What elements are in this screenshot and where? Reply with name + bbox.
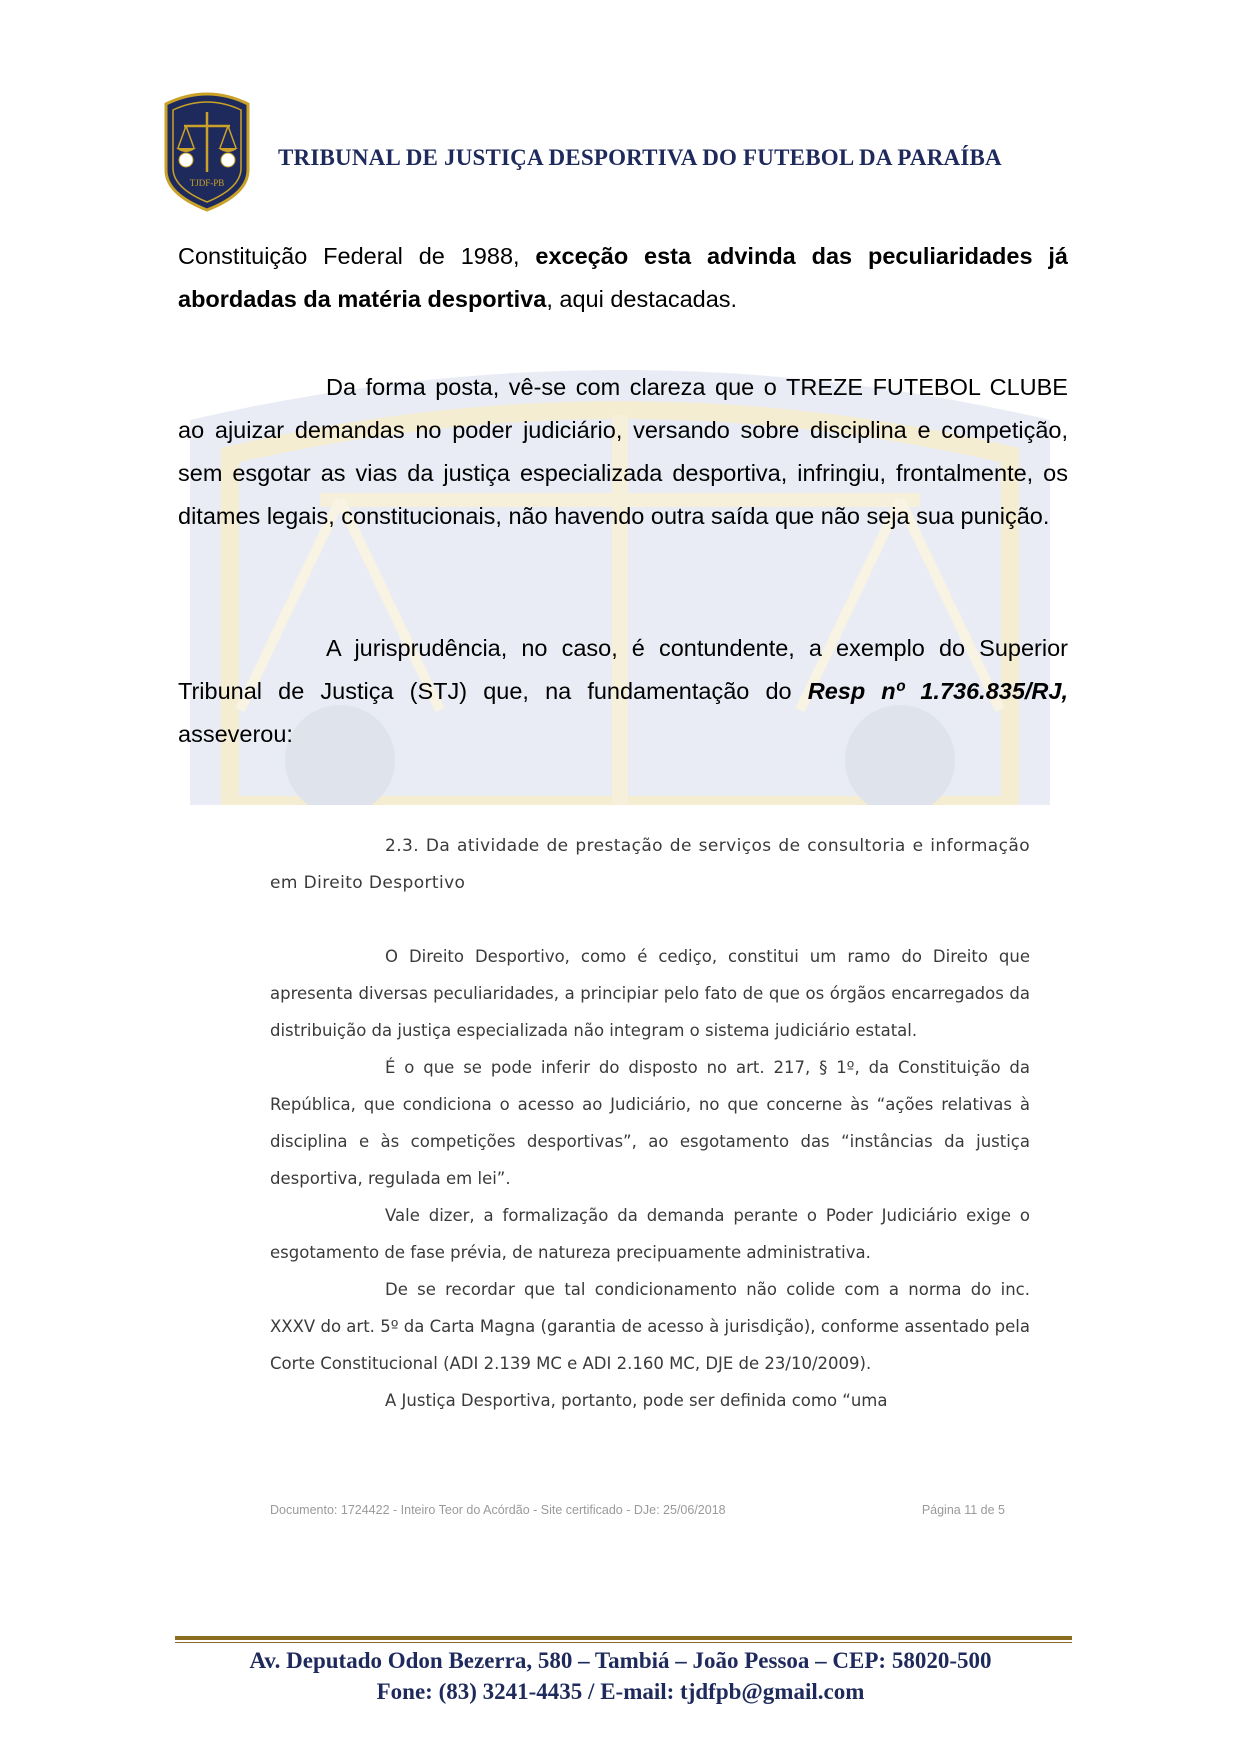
quote-paragraph: É o que se pode inferir do disposto no art. 217, § 1º, da Constituição da República, que condiciona o acesso ao Judiciário, no que concerne às “ações relativas à disciplina e às competições desportivas”, ao esgotamento das “instâncias da justiça desportiva, regulada em lei”. [270,1058,1030,1188]
case-reference: Resp nº 1.736.835/RJ, [807,678,1069,704]
paragraph-1-tail: , aqui destacadas. [546,286,738,312]
quote-paragraph: Vale dizer, a formalização da demanda perante o Poder Judiciário exige o esgotamento de fase prévia, de natureza precipuamente administrativa. [270,1206,1030,1262]
footer-rule [175,1636,1072,1640]
quote-paragraph: De se recordar que tal condicionamento não colide com a norma do inc. XXXV do art. 5º da Carta Magna (garantia de acesso à jurisdição), conforme assentado pela Corte Constitucional (ADI 2.139 MC e ADI 2.160 MC, DJE de 23/10/2009). [270,1280,1030,1373]
paragraph-2-text: Da forma posta, vê-se com clareza que o TREZE FUTEBOL CLUBE ao ajuizar demandas no poder judiciário, versando sobre disciplina e competição, sem esgotar as vias da justiça especializada desportiva, infringiu, frontalmente, os ditames legais, constitucionais, não havendo outra saída que não seja sua punição. [178,374,1068,529]
footer-contact: Fone: (83) 3241-4435 / E-mail: tjdfpb@gmail.com [376,1679,865,1704]
paragraph-1 [178,235,1068,321]
footer-rule-thin [175,1642,1072,1643]
paragraph-2 [178,366,1068,538]
tjdf-shield-icon [160,90,254,212]
paragraph-3-tail: asseverou: [178,721,293,747]
quoted-excerpt [178,808,1068,1528]
quote-paragraph: O Direito Desportivo, como é cediço, constitui um ramo do Direito que apresenta diversas peculiaridades, a principiar pelo fato de que os órgãos encarregados da distribuição da justiça especializada não integram o sistema judiciário estatal. [270,947,1030,1040]
quote-footer [270,1503,1005,1517]
quote-heading: 2.3. Da atividade de prestação de serviços de consultoria e informação em Direito Desportivo [270,836,1030,893]
footer-address: Av. Deputado Odon Bezerra, 580 – Tambiá – João Pessoa – CEP: 58020-500 [249,1648,992,1673]
logo-text: TJDF-PB [189,178,225,188]
paragraph-1-bold: exceção esta advinda das peculiaridades já abordadas da matéria desportiva [178,243,1068,312]
quote-body [270,938,1030,1419]
quote-document-info: Documento: 1724422 - Inteiro Teor do Acórdão - Site certificado - DJe: 25/06/2018 [270,1503,726,1517]
paragraph-3 [178,627,1068,756]
tjdf-logo [160,90,254,212]
paragraph-3-lead: A jurisprudência, no caso, é contundente, a exemplo do Superior Tribunal de Justiça (STJ) que, na fundamentação do [178,635,1068,704]
quote-page-number: Página 11 de 5 [921,1503,1005,1517]
court-title: TRIBUNAL DE JUSTIÇA DESPORTIVA DO FUTEBOL DA PARAÍBA [278,145,1002,170]
paragraph-1-lead: Constituição Federal de 1988, [178,243,536,269]
quote-paragraph: A Justiça Desportiva, portanto, pode ser definida como “uma [385,1391,888,1410]
